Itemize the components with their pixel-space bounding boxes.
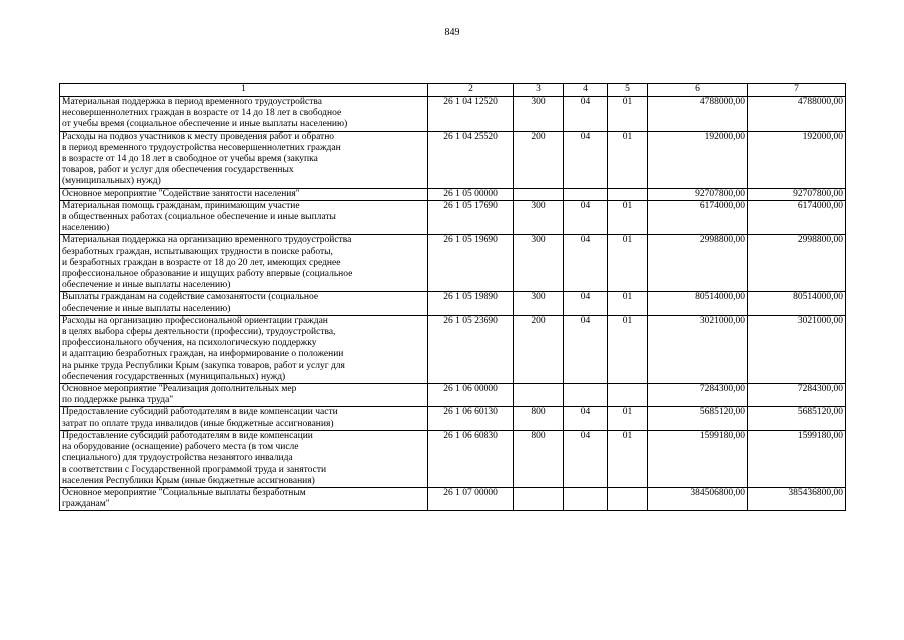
row-expense-type: 800	[514, 407, 564, 430]
row-target-code: 26 1 06 60830	[428, 430, 514, 487]
row-sum-col7: 1599180,00	[748, 430, 846, 487]
row-sum-col7: 6174000,00	[748, 200, 846, 235]
row-section: 04	[564, 430, 608, 487]
row-name: Предоставление субсидий работодателям в виде компенсации части затрат по оплате труда инвалидов (иные бюджетные ассигнования)	[60, 407, 428, 430]
row-name: Основное мероприятие "Реализация дополнительных мер по поддержке рынка труда"	[60, 384, 428, 407]
row-name: Материальная поддержка на организацию временного трудоустройства безработных граждан, испытывающих трудности в поиске работы, и безработных граждан в возрасте от 18 до 20 лет, имеющих среднее профессиональное образование и ищущих работу впервые (социальное обеспечение и иные выплаты населению)	[60, 235, 428, 292]
column-header: 1	[60, 84, 428, 97]
row-name: Основное мероприятие "Социальные выплаты безработным гражданам"	[60, 487, 428, 510]
row-subsection	[608, 384, 648, 407]
row-subsection	[608, 487, 648, 510]
row-sum-col7: 2998800,00	[748, 235, 846, 292]
row-subsection	[608, 188, 648, 200]
row-section: 04	[564, 97, 608, 132]
row-expense-type	[514, 487, 564, 510]
row-expense-type: 200	[514, 315, 564, 383]
table-row	[60, 407, 846, 430]
column-header: 2	[428, 84, 514, 97]
row-expense-type: 300	[514, 200, 564, 235]
row-expense-type: 300	[514, 292, 564, 315]
row-name: Предоставление субсидий работодателям в виде компенсации на оборудование (оснащение) рабочего места (в том числе специального) для трудоустройства незанятого инвалида в соответствии с Государственной программой труда и занятости населения Республики Крым (иные бюджетные ассигнования)	[60, 430, 428, 487]
row-sum-col7: 92707800,00	[748, 188, 846, 200]
row-target-code: 26 1 05 19690	[428, 235, 514, 292]
table-row	[60, 131, 846, 188]
row-expense-type: 800	[514, 430, 564, 487]
row-expense-type	[514, 188, 564, 200]
table-row	[60, 235, 846, 292]
row-expense-type: 300	[514, 97, 564, 132]
row-name: Выплаты гражданам на содействие самозанятости (социальное обеспечение и иные выплаты населению)	[60, 292, 428, 315]
column-header: 3	[514, 84, 564, 97]
row-section	[564, 384, 608, 407]
table-row	[60, 292, 846, 315]
row-sum-col7: 5685120,00	[748, 407, 846, 430]
row-subsection: 01	[608, 235, 648, 292]
row-name: Материальная поддержка в период временного трудоустройства несовершеннолетних граждан в возрасте от 14 до 18 лет в свободное от учебы время (социальное обеспечение и иные выплаты населению)	[60, 97, 428, 132]
row-sum-col6: 5685120,00	[648, 407, 748, 430]
row-sum-col6: 1599180,00	[648, 430, 748, 487]
row-expense-type: 300	[514, 235, 564, 292]
table-row	[60, 430, 846, 487]
row-target-code: 26 1 05 23690	[428, 315, 514, 383]
budget-table	[59, 83, 846, 511]
row-subsection: 01	[608, 292, 648, 315]
row-subsection: 01	[608, 315, 648, 383]
row-sum-col6: 7284300,00	[648, 384, 748, 407]
row-target-code: 26 1 04 12520	[428, 97, 514, 132]
row-sum-col7: 192000,00	[748, 131, 846, 188]
row-sum-col6: 6174000,00	[648, 200, 748, 235]
row-name: Расходы на организацию профессиональной ориентации граждан в целях выбора сферы деятельности (профессии), трудоустройства, профессионального обучения, на психологическую поддержку и адаптацию безработных граждан, на информирование о положении на рынке труда Республики Крым (закупка товаров, работ и услуг для обеспечения государственных (муниципальных) нужд)	[60, 315, 428, 383]
row-target-code: 26 1 04 25520	[428, 131, 514, 188]
row-section	[564, 188, 608, 200]
row-target-code: 26 1 05 19890	[428, 292, 514, 315]
row-sum-col6: 3021000,00	[648, 315, 748, 383]
row-sum-col6: 2998800,00	[648, 235, 748, 292]
row-subsection: 01	[608, 97, 648, 132]
row-sum-col7: 4788000,00	[748, 97, 846, 132]
row-name: Основное мероприятие "Содействие занятости населения"	[60, 188, 428, 200]
row-section: 04	[564, 200, 608, 235]
row-target-code: 26 1 05 00000	[428, 188, 514, 200]
table-row	[60, 315, 846, 383]
column-header: 7	[748, 84, 846, 97]
table-row	[60, 200, 846, 235]
row-section: 04	[564, 407, 608, 430]
row-name: Материальная помощь гражданам, принимающим участие в общественных работах (социальное обеспечение и иные выплаты населению)	[60, 200, 428, 235]
row-subsection: 01	[608, 430, 648, 487]
row-subsection: 01	[608, 131, 648, 188]
page-number: 849	[444, 27, 460, 38]
row-target-code: 26 1 06 00000	[428, 384, 514, 407]
row-sum-col6: 4788000,00	[648, 97, 748, 132]
row-target-code: 26 1 05 17690	[428, 200, 514, 235]
table-row	[60, 188, 846, 200]
row-expense-type: 200	[514, 131, 564, 188]
row-section	[564, 487, 608, 510]
row-section: 04	[564, 292, 608, 315]
row-expense-type	[514, 384, 564, 407]
row-subsection: 01	[608, 200, 648, 235]
row-name: Расходы на подвоз участников к месту проведения работ и обратно в период временного трудоустройства несовершеннолетних граждан в возрасте от 14 до 18 лет в свободное от учебы время (закупка товаров, работ и услуг для обеспечения государственных (муниципальных) нужд)	[60, 131, 428, 188]
row-subsection: 01	[608, 407, 648, 430]
row-sum-col7: 7284300,00	[748, 384, 846, 407]
row-target-code: 26 1 07 00000	[428, 487, 514, 510]
row-section: 04	[564, 131, 608, 188]
column-header: 4	[564, 84, 608, 97]
table-row	[60, 384, 846, 407]
row-sum-col7: 80514000,00	[748, 292, 846, 315]
column-header: 6	[648, 84, 748, 97]
row-sum-col6: 92707800,00	[648, 188, 748, 200]
row-target-code: 26 1 06 60130	[428, 407, 514, 430]
column-header: 5	[608, 84, 648, 97]
row-sum-col7: 3021000,00	[748, 315, 846, 383]
header-row	[60, 84, 846, 97]
row-sum-col7: 385436800,00	[748, 487, 846, 510]
row-sum-col6: 80514000,00	[648, 292, 748, 315]
row-sum-col6: 192000,00	[648, 131, 748, 188]
row-sum-col6: 384506800,00	[648, 487, 748, 510]
row-section: 04	[564, 235, 608, 292]
row-section: 04	[564, 315, 608, 383]
table-row	[60, 487, 846, 510]
table-row	[60, 97, 846, 132]
